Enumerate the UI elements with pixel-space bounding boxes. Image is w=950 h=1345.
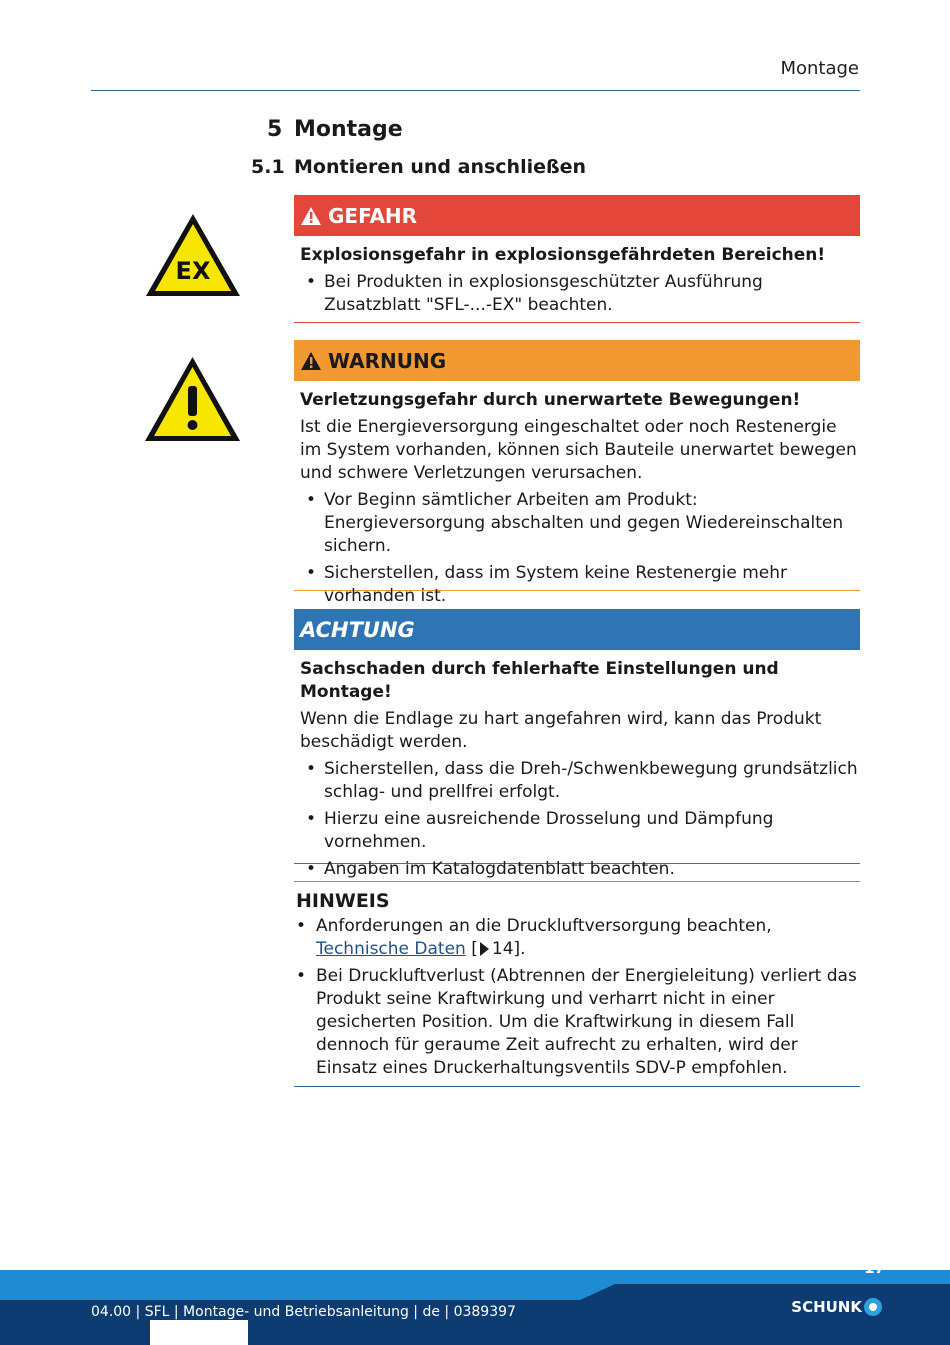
notice-bar (294, 609, 860, 650)
ref-open: [ (465, 939, 478, 959)
notice-title: Sachschaden durch fehlerhafte Einstellungen und Montage! (300, 659, 779, 702)
warning-triangle-icon (300, 206, 322, 226)
ex-sign-label: EX (175, 257, 211, 285)
notice-label: ACHTUNG (300, 617, 415, 642)
page-number: 17 (864, 1259, 885, 1277)
header-rule (91, 90, 860, 91)
hint-box (294, 881, 860, 1087)
ref-page: 14 (491, 939, 514, 959)
explosion-hazard-sign-icon (143, 211, 243, 299)
hint-bullet-text: Anforderungen an die Druckluftversorgung beachten, (316, 916, 772, 936)
section-number: 5 (267, 117, 283, 142)
danger-box (294, 195, 860, 323)
logo-text: SCHUNK (791, 1298, 862, 1316)
general-warning-sign-icon (142, 354, 243, 444)
danger-bullet: • Bei Produkten in explosionsgeschützter Ausführung Zusatzblatt "SFL-...-EX" beachten. (300, 271, 860, 317)
logo-mark-icon (864, 1298, 882, 1316)
warning-bullet: • Sicherstellen, dass im System keine Restenergie mehr vorhanden ist. (300, 562, 860, 608)
danger-title: Explosionsgefahr in explosionsgefährdeten Bereichen! (300, 245, 826, 265)
subsection-heading (251, 156, 586, 178)
warning-triangle-icon (300, 351, 322, 371)
warning-text: Ist die Energieversorgung eingeschaltet oder noch Restenergie im System vorhanden, können sich Bauteile unerwartet bewegen und schwere Verletzungen verursachen. (300, 417, 857, 483)
hint-bullet (294, 915, 860, 961)
section-heading (267, 117, 403, 142)
notice-text: Wenn die Endlage zu hart angefahren wird, kann das Produkt beschädigt werden. (300, 709, 822, 752)
ref-close: ]. (513, 939, 526, 959)
schunk-logo (791, 1298, 882, 1316)
hint-bullet: • Bei Druckluftverlust (Abtrennen der Energieleitung) verliert das Produkt seine Kraftwirkung und verharrt nicht in einer gesicherten Position. Um die Kraftwirkung in diesem Fall dennoch für geraume Zeit aufrecht zu erhalten, wird der Einsatz eines Druckerhaltungsventils SDV-P empfohlen. (294, 965, 860, 1080)
warning-box (294, 340, 860, 606)
technical-data-link[interactable]: Technische Daten (316, 939, 466, 959)
danger-label: GEFAHR (328, 203, 418, 228)
running-header: Montage (780, 58, 859, 79)
notice-bullet: • Angaben im Katalogdatenblatt beachten. (300, 858, 860, 881)
hint-label: HINWEIS (296, 890, 390, 912)
danger-bar (294, 195, 860, 236)
page-ref-arrow-icon (480, 942, 489, 956)
section-title: Montage (294, 117, 403, 142)
footer-doc-info: 04.00 | SFL | Montage- und Betriebsanleitung | de | 0389397 (91, 1304, 516, 1320)
notice-bullet: • Sicherstellen, dass die Dreh-/Schwenkbewegung grundsätzlich schlag- und prellfrei erfolgt. (300, 758, 860, 804)
warning-label: WARNUNG (328, 348, 447, 373)
notice-box (294, 609, 860, 879)
subsection-number: 5.1 (251, 156, 285, 178)
subsection-title: Montieren und anschließen (294, 156, 587, 178)
warning-bullet: • Vor Beginn sämtlicher Arbeiten am Produkt: Energieversorgung abschalten und gegen Wiedereinschalten sichern. (300, 489, 860, 558)
warning-title: Verletzungsgefahr durch unerwartete Bewegungen! (300, 390, 801, 410)
warning-bar (294, 340, 860, 381)
notice-bullet: • Hierzu eine ausreichende Drosselung und Dämpfung vornehmen. (300, 808, 860, 854)
